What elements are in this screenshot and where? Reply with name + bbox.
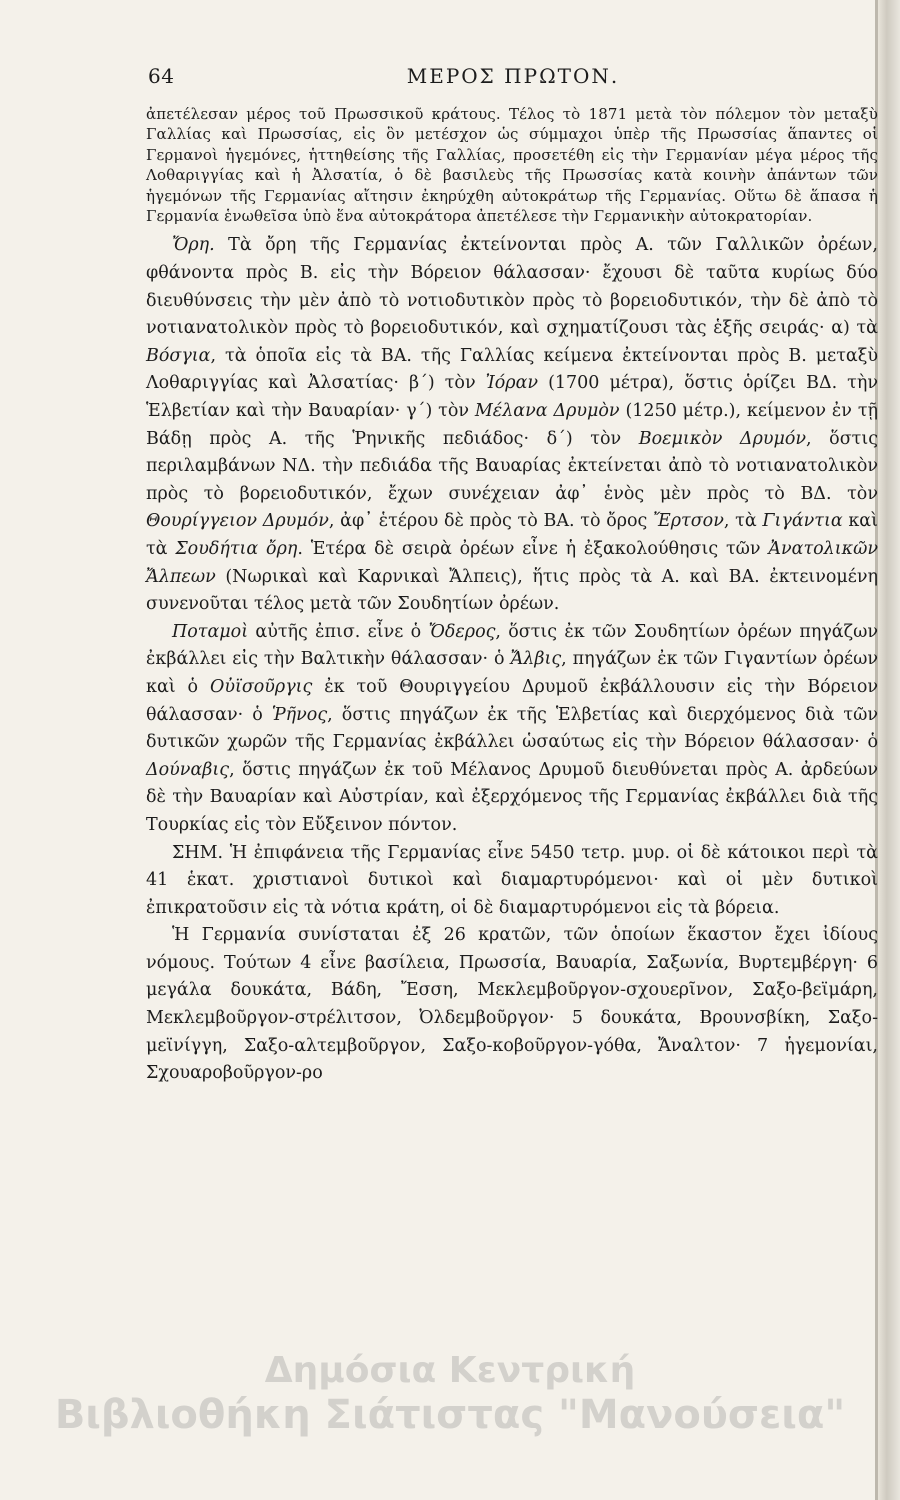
watermark-line-2: Βιβλιοθήκη Σιάτιστας "Μανούσεια" (54, 1392, 846, 1438)
place-name: Ἔρτσον (653, 511, 724, 532)
place-name: Γιγάντια (762, 511, 843, 532)
text-run: , ὅστις περιλαμβάνων ΝΔ. τὴν πεδιάδα τῆς Βαυαρίας ἐκτείνεται ἀπὸ τὸ νοτιανατολικὸν πρὸς τὸ βορειοδυτικόν, ἔχων συνέχειαν ἀφ᾽ ἑνὸς μὲν πρὸς τὸ ΒΔ. τὸν (146, 428, 878, 504)
text-run: , ἀφ᾽ ἑτέρου δὲ πρὸς τὸ ΒΑ. τὸ ὄρος (328, 511, 654, 532)
page-number: 64 (148, 64, 175, 88)
page-body (146, 104, 878, 1088)
text-run: (1700 μέτρα), ὅστις ὁρίζει ΒΔ. τὴν Ἑλβετίαν καὶ τὴν Βαυαρίαν· γ΄) τὸν (146, 373, 878, 421)
text-run: αὐτῆς ἐπισ. εἶνε ὁ (248, 621, 429, 642)
rivers-heading: Ποταμοὶ (172, 621, 249, 642)
rivers-paragraph (146, 619, 878, 840)
mountains-heading: Ὄρη. (172, 235, 215, 256)
states-paragraph: Ἡ Γερμανία συνίσταται ἐξ 26 κρατῶν, τῶν ὁποίων ἕκαστον ἔχει ἰδίους νόμους. Τούτων 4 εἶνε βασίλεια, Πρωσσία, Βαυαρία, Σαξωνία, Βυρτεμβέργη· 6 μεγάλα δουκάτα, Βάδη, Ἔσση, Μεκλεμβοῦργον-σχουερῖνον, Σαξο-βεϊμάρη, Μεκλεμβοῦργον-στρέλιτσον, Ὀλδεμβοῦργον· 5 δουκάτα, Βρουνσβίκη, Σαξο-μεϊνίγγη, Σαξο-αλτεμβοῦργον, Σαξο-κοβοῦργον-γόθα, Ἄναλτον· 7 ἡγεμονίαι, Σχουαροβοῦργον-ρο (146, 925, 878, 1084)
text-run: καὶ τὰ (146, 511, 878, 559)
text-run: ἐκ τοῦ Θουριγγείου Δρυμοῦ ἐκβάλλουσιν εἰς τὴν Βόρειον θάλασσαν· ὁ (146, 676, 878, 725)
text-run: , ὅστις πηγάζων ἐκ τῆς Ἑλβετίας καὶ διερχόμενος διὰ τῶν δυτικῶν χωρῶν τῆς Γερμανίας ἐκβάλλει ὡσαύτως εἰς τὴν Βόρειον θάλασσαν· ὁ (146, 704, 878, 753)
text-run: . Ἑτέρα δὲ σειρὰ ὀρέων εἶνε ἡ ἐξακολούθησις τῶν (297, 538, 769, 559)
page-edge (878, 0, 900, 1500)
page-header (146, 64, 880, 94)
river-name: Ὄδερος (428, 621, 496, 642)
place-name: Μέλανα Δρυμὸν (474, 401, 620, 421)
river-name: Ἄλβις (510, 649, 562, 670)
text-run: Τὰ ὄρη τῆς Γερμανίας ἐκτείνονται πρὸς Α. τῶν Γαλλικῶν ὀρέων, φθάνοντα πρὸς Β. εἰς τὴν Βόρειον θάλασσαν· ἔχουσι δὲ ταῦτα κυρίως δύο διευθύνσεις τὴν μὲν ἀπὸ τὸ νοτιοδυτικὸν πρὸς τὸ βορειοδυτικόν, τὴν δὲ ἀπὸ τὸ νοτιανατολικὸν πρὸς τὸ βορειοδυτικόν, καὶ σχηματίζουσι τὰς ἑξῆς σειράς· α) τὰ (146, 235, 878, 339)
place-name: Ἰόραν (485, 373, 539, 394)
river-name: Δούναβις (146, 759, 230, 780)
intro-paragraph: ἀπετέλεσαν μέρος τοῦ Πρωσσικοῦ κράτους. Τέλος τὸ 1871 μετὰ τὸν πόλεμον τὸν μεταξὺ Γαλλίας καὶ Πρωσσίας, εἰς ὃν μετέσχον ὡς σύμμαχοι ὑπὲρ τῆς Πρωσσίας ἅπαντες οἱ Γερμανοὶ ἡγεμόνες, ἡττηθείσης τῆς Γαλλίας, προσετέθη εἰς τὴν Γερμανίαν μέγα μέρος τῆς Λοθαριγγίας καὶ ἡ Ἀλσατία, ὁ δὲ βασιλεὺς τῆς Πρωσσίας κατὰ κοινὴν ἀπάντων τῶν ἡγεμόνων τῆς Γερμανίας αἴτησιν ἐκηρύχθη αὐτοκράτωρ τῆς Γερμανίας. Οὕτω δὲ ἅπασα ἡ Γερμανία ἑνωθεῖσα ὑπὸ ἕνα αὐτοκράτορα ἀπετέλεσε τὴν Γερμανικὴν αὐτοκρατορίαν. (146, 105, 878, 226)
place-name: Θουρίγγειον Δρυμόν (146, 511, 329, 532)
running-head: ΜΕΡΟΣ ΠΡΩΤΟΝ. (406, 64, 620, 88)
place-name: Βόσγια (146, 345, 211, 366)
text-run: , πηγάζων ἐκ τῶν Γιγαντίων ὀρέων καὶ ὁ (146, 649, 878, 697)
mountains-paragraph (146, 232, 878, 618)
text-run: , τὰ (723, 511, 763, 532)
watermark-line-1: Δημόσια Κεντρική (264, 1350, 636, 1391)
text-run: (Νωρικαὶ καὶ Καρνικαὶ Ἄλπεις), ἥτις πρὸς τὰ Α. καὶ ΒΑ. ἐκτεινομένη συνενοῦται τέλος μετὰ τῶν Σουδητίων ὀρέων. (146, 566, 878, 615)
place-name: Βοεμικὸν Δρυμόν (638, 428, 807, 449)
text-run: , ὅστις πηγάζων ἐκ τοῦ Μέλανος Δρυμοῦ διευθύνεται πρὸς Α. ἀρδεύων δὲ τὴν Βαυαρίαν καὶ Αὐστρίαν, καὶ ἐξερχόμενος τῆς Γερμανίας ἐκβάλλει διὰ τῆς Τουρκίας εἰς τὸν Εὔξεινον πόντον. (146, 759, 878, 835)
place-name: Σουδήτια ὄρη (175, 538, 298, 559)
place-name: Ἀνατολικῶν Ἄλπεων (146, 538, 878, 587)
river-name: Ῥῆνος (271, 704, 328, 725)
text-run: (1250 μέτρ.), κείμενον ἐν τῇ Βάδῃ πρὸς Α. τῆς Ῥηνικῆς πεδιάδος· δ΄) τὸν (146, 401, 878, 449)
text-run: , τὰ ὁποῖα εἰς τὰ ΒΑ. τῆς Γαλλίας κείμενα ἐκτείνονται πρὸς Β. μεταξὺ Λοθαριγγίας καὶ Ἀλσατίας· β΄) τὸν (146, 345, 878, 394)
note-paragraph: ΣΗΜ. Ἡ ἐπιφάνεια τῆς Γερμανίας εἶνε 5450 τετρ. μυρ. οἱ δὲ κάτοικοι περὶ τὰ 41 ἑκατ. χριστιανοὶ δυτικοὶ καὶ διαμαρτυρόμενοι· καὶ οἱ μὲν δυτικοὶ ἐπικρατοῦσιν εἰς τὰ νότια κράτη, οἱ δὲ διαμαρτυρόμενοι εἰς τὰ βόρεια. (146, 842, 878, 918)
text-run: , ὅστις ἐκ τῶν Σουδητίων ὀρέων πηγάζων ἐκβάλλει εἰς τὴν Βαλτικὴν θάλασσαν· ὁ (146, 621, 878, 670)
river-name: Οὐϊσοῦργις (209, 676, 313, 697)
